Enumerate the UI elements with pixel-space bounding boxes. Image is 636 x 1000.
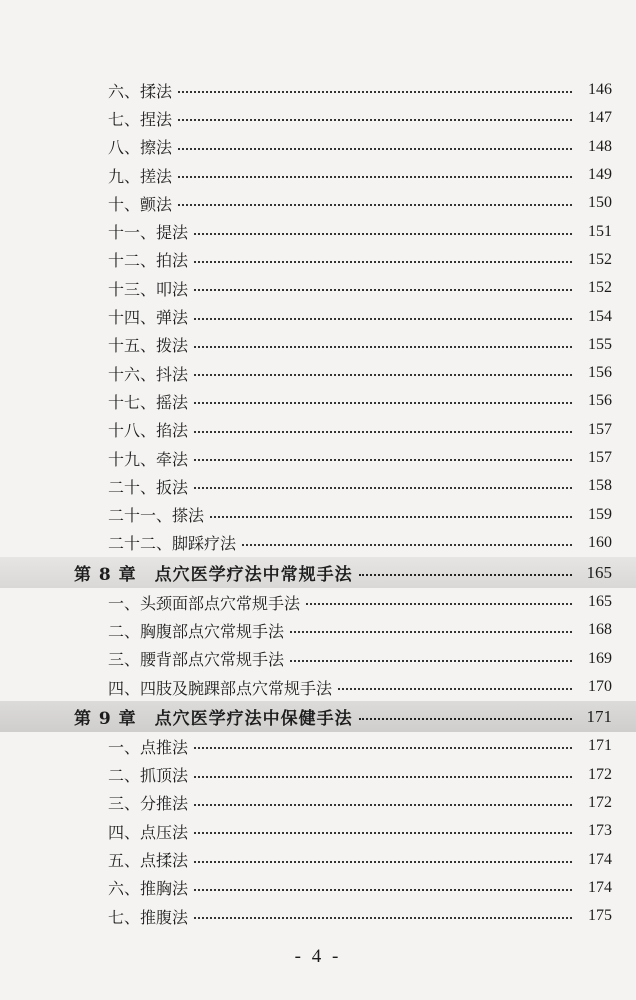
toc-entry-row[interactable] — [0, 645, 636, 673]
toc-entry-row[interactable] — [0, 761, 636, 789]
dot-leader — [359, 718, 572, 720]
dot-leader — [194, 402, 572, 404]
toc-entry-page: 173 — [588, 822, 612, 840]
toc-entry-row[interactable] — [0, 673, 636, 701]
dot-leader — [194, 747, 572, 749]
toc-entry-page: 155 — [588, 335, 612, 353]
dot-leader — [178, 176, 572, 178]
toc-entry-page: 171 — [588, 737, 612, 755]
dot-leader — [194, 431, 572, 433]
table-of-contents — [0, 76, 636, 930]
toc-entry-page: 159 — [588, 505, 612, 523]
toc-entry-page: 172 — [588, 765, 612, 783]
toc-entry-title: 十六、抖法 — [108, 364, 189, 384]
toc-entry-page: 154 — [588, 307, 612, 325]
toc-entry-title: 三、分推法 — [108, 794, 189, 814]
toc-entry-page: 146 — [588, 81, 612, 99]
toc-entry-title: 十四、弹法 — [108, 308, 189, 328]
toc-entry-page: 160 — [588, 533, 612, 551]
toc-entry-row[interactable] — [0, 874, 636, 902]
toc-entry-row[interactable] — [0, 189, 636, 217]
toc-entry-title: 七、捏法 — [108, 109, 173, 129]
toc-entry-page: 165 — [588, 593, 612, 611]
toc-entry-row[interactable] — [0, 104, 636, 132]
toc-entry-page: 174 — [588, 850, 612, 868]
toc-entry-title: 五、点揉法 — [108, 851, 189, 871]
toc-entry-row[interactable] — [0, 161, 636, 189]
toc-entry-title: 十一、提法 — [108, 223, 189, 243]
toc-entry-row[interactable] — [0, 588, 636, 616]
toc-entry-page: 168 — [588, 621, 612, 639]
toc-entry-row[interactable] — [0, 133, 636, 161]
toc-entry-page: 170 — [588, 678, 612, 696]
toc-entry-title: 第 9 章 点穴医学疗法中保健手法 — [74, 709, 353, 730]
dot-leader — [306, 603, 572, 605]
toc-entry-row[interactable] — [0, 902, 636, 930]
dot-leader — [178, 119, 572, 121]
toc-chapter-row[interactable] — [0, 701, 636, 732]
toc-entry-title: 六、揉法 — [108, 81, 173, 101]
dot-leader — [290, 631, 572, 633]
toc-entry-row[interactable] — [0, 500, 636, 528]
toc-entry-title: 四、四肢及腕踝部点穴常规手法 — [108, 678, 333, 698]
page-number: - 4 - — [294, 946, 342, 967]
toc-entry-title: 九、搓法 — [108, 166, 173, 186]
toc-entry-row[interactable] — [0, 387, 636, 415]
toc-entry-row[interactable] — [0, 359, 636, 387]
dot-leader — [194, 804, 572, 806]
toc-entry-title: 十八、掐法 — [108, 421, 189, 441]
toc-entry-title: 十九、牵法 — [108, 449, 189, 469]
toc-chapter-row[interactable] — [0, 557, 636, 588]
dot-leader — [194, 487, 572, 489]
toc-entry-row[interactable] — [0, 472, 636, 500]
toc-entry-title: 二十二、脚踩疗法 — [108, 534, 237, 554]
toc-entry-page: 152 — [588, 279, 612, 297]
toc-entry-page: 175 — [588, 907, 612, 925]
toc-entry-row[interactable] — [0, 789, 636, 817]
toc-entry-row[interactable] — [0, 302, 636, 330]
toc-entry-page: 147 — [588, 109, 612, 127]
toc-entry-page: 171 — [586, 706, 612, 726]
toc-entry-row[interactable] — [0, 817, 636, 845]
dot-leader — [194, 459, 572, 461]
toc-entry-page: 152 — [588, 250, 612, 268]
toc-entry-page: 165 — [586, 562, 612, 582]
toc-entry-page: 172 — [588, 793, 612, 811]
dot-leader — [194, 889, 572, 891]
dot-leader — [359, 574, 572, 576]
toc-entry-page: 174 — [588, 878, 612, 896]
toc-entry-page: 156 — [588, 364, 612, 382]
toc-entry-title: 第 8 章 点穴医学疗法中常规手法 — [74, 565, 353, 586]
toc-entry-page: 149 — [588, 166, 612, 184]
dot-leader — [194, 776, 572, 778]
toc-entry-row[interactable] — [0, 217, 636, 245]
toc-entry-title: 十二、拍法 — [108, 251, 189, 271]
toc-entry-row[interactable] — [0, 732, 636, 760]
dot-leader — [194, 346, 572, 348]
toc-entry-title: 十五、拨法 — [108, 336, 189, 356]
toc-entry-page: 150 — [588, 194, 612, 212]
toc-entry-title: 二十、扳法 — [108, 477, 189, 497]
toc-entry-row[interactable] — [0, 529, 636, 557]
toc-entry-page: 148 — [588, 137, 612, 155]
toc-entry-title: 二、抓顶法 — [108, 766, 189, 786]
toc-entry-row[interactable] — [0, 76, 636, 104]
dot-leader — [290, 660, 572, 662]
dot-leader — [242, 544, 572, 546]
toc-entry-row[interactable] — [0, 845, 636, 873]
toc-entry-title: 一、头颈面部点穴常规手法 — [108, 593, 301, 613]
toc-entry-page: 156 — [588, 392, 612, 410]
dot-leader — [194, 374, 572, 376]
dot-leader — [210, 516, 572, 518]
toc-entry-row[interactable] — [0, 616, 636, 644]
dot-leader — [338, 688, 572, 690]
toc-entry-title: 六、推胸法 — [108, 879, 189, 899]
toc-entry-title: 十、颤法 — [108, 194, 173, 214]
dot-leader — [194, 832, 572, 834]
dot-leader — [194, 861, 572, 863]
toc-entry-title: 一、点推法 — [108, 737, 189, 757]
toc-entry-page: 157 — [588, 420, 612, 438]
toc-entry-page: 151 — [588, 222, 612, 240]
dot-leader — [194, 289, 572, 291]
toc-entry-row[interactable] — [0, 416, 636, 444]
toc-entry-page: 157 — [588, 449, 612, 466]
toc-entry-title: 十七、摇法 — [108, 392, 189, 412]
toc-entry-title: 二、胸腹部点穴常规手法 — [108, 621, 285, 641]
toc-entry-title: 十三、叩法 — [108, 279, 189, 299]
dot-leader — [194, 917, 572, 919]
toc-entry-row[interactable] — [0, 444, 636, 472]
toc-entry-page: 158 — [588, 477, 612, 495]
toc-entry-row[interactable] — [0, 331, 636, 359]
dot-leader — [178, 91, 572, 93]
toc-entry-title: 八、擦法 — [108, 138, 173, 158]
dot-leader — [178, 148, 572, 150]
dot-leader — [178, 204, 572, 206]
dot-leader — [194, 261, 572, 263]
toc-entry-page: 169 — [588, 649, 612, 667]
toc-entry-row[interactable] — [0, 274, 636, 302]
toc-entry-title: 二十一、搽法 — [108, 506, 205, 526]
dot-leader — [194, 233, 572, 235]
toc-entry-row[interactable] — [0, 246, 636, 274]
toc-entry-title: 四、点压法 — [108, 822, 189, 842]
toc-entry-title: 七、推腹法 — [108, 907, 189, 927]
toc-entry-title: 三、腰背部点穴常规手法 — [108, 650, 285, 670]
dot-leader — [194, 318, 572, 320]
